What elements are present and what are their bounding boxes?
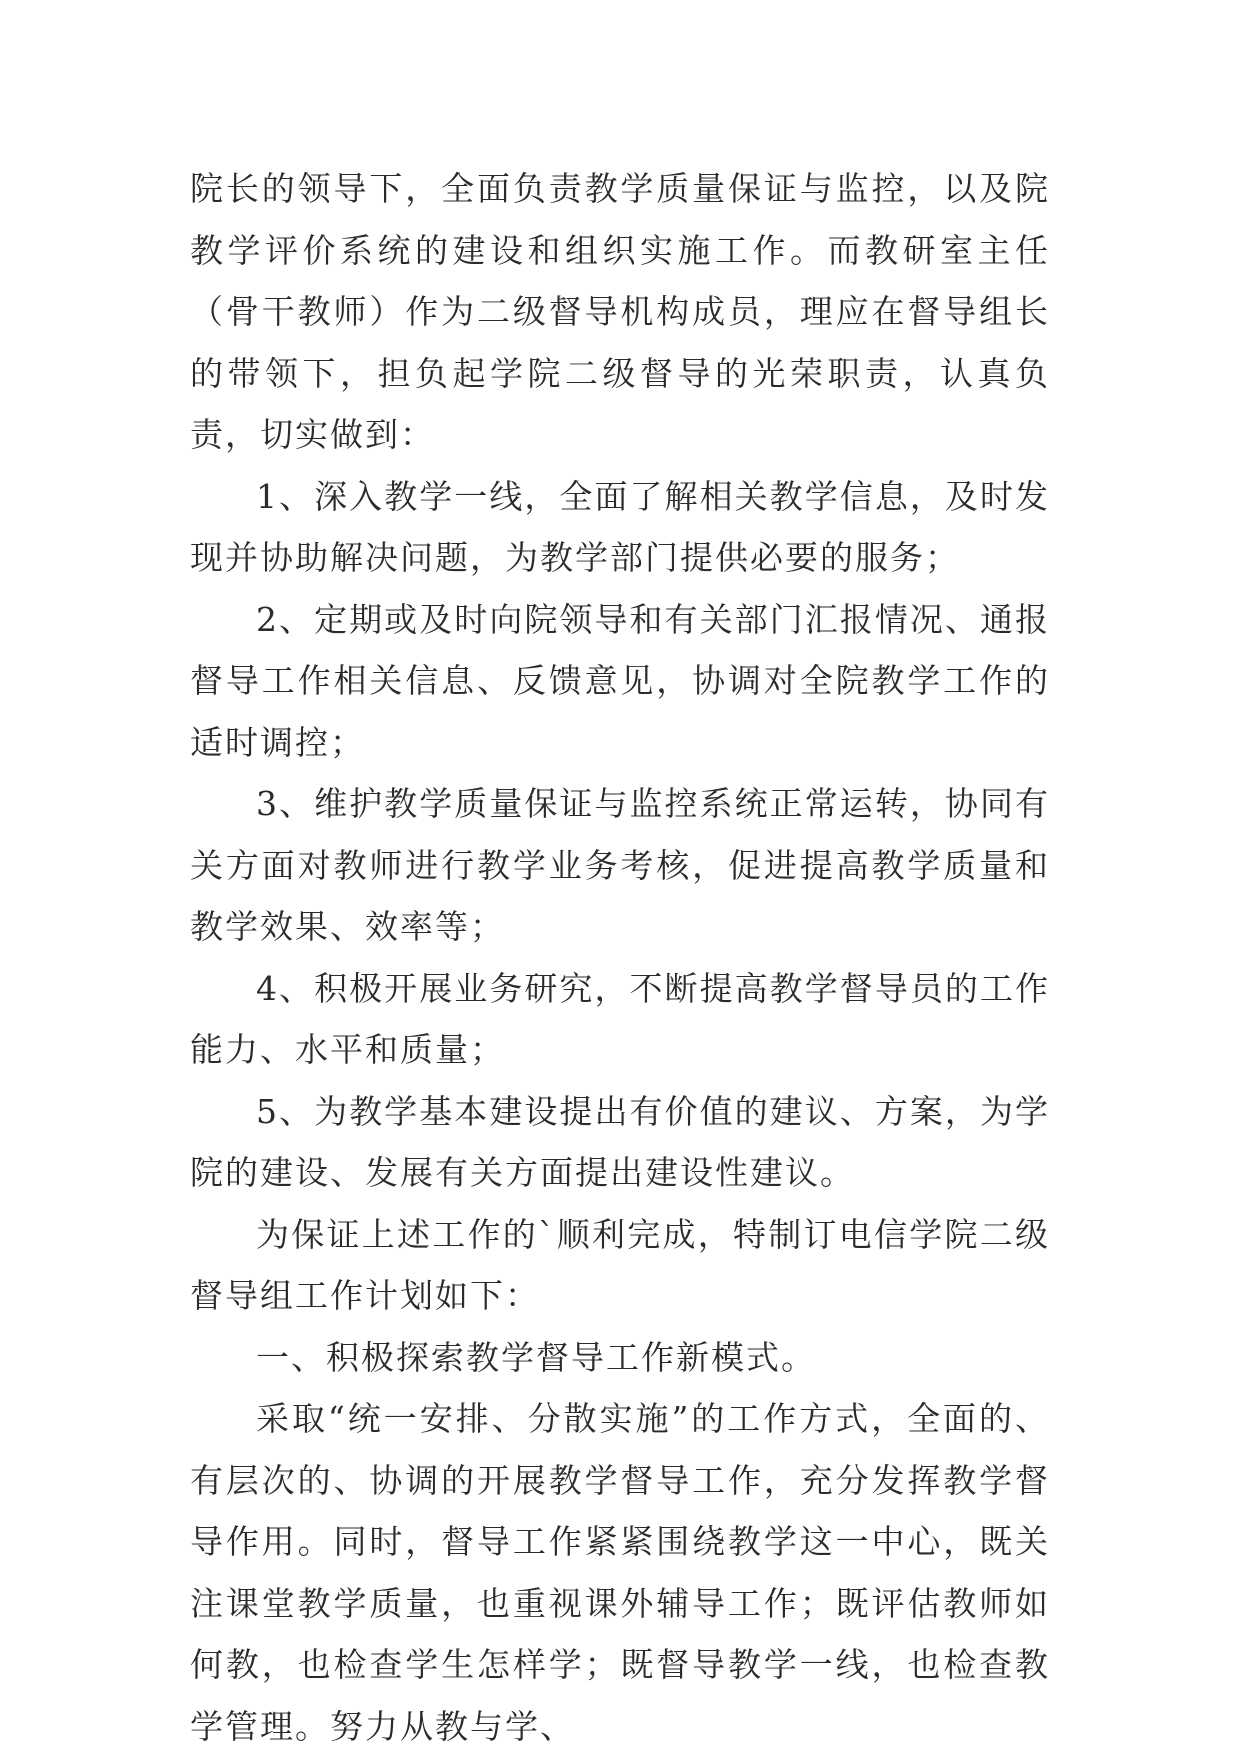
paragraph-item-1: 1、深入教学一线，全面了解相关教学信息，及时发现并协助解决问题，为教学部门提供必要的服务； bbox=[190, 476, 1050, 577]
paragraph-intro: 院长的领导下，全面负责教学质量保证与监控，以及院教学评价系统的建设和组织实施工作。而教研室主任（骨干教师）作为二级督导机构成员，理应在督导组长的带领下，担负起学院二级督导的光荣职责，认真负责，切实做到： bbox=[190, 169, 1050, 454]
paragraph-plan-intro: 为保证上述工作的`顺利完成，特制订电信学院二级督导组工作计划如下： bbox=[190, 1214, 1050, 1315]
paragraph-item-2: 2、定期或及时向院领导和有关部门汇报情况、通报督导工作相关信息、反馈意见，协调对全院教学工作的适时调控； bbox=[190, 599, 1050, 762]
document-body bbox=[190, 158, 1050, 1757]
section-heading-1: 一、积极探索教学督导工作新模式。 bbox=[256, 1337, 816, 1377]
paragraph-section-1-body: 采取“统一安排、分散实施”的工作方式，全面的、有层次的、协调的开展教学督导工作，充分发挥教学督导作用。同时，督导工作紧紧围绕教学这一中心，既关注课堂教学质量，也重视课外辅导工作；既评估教师如何教，也检查学生怎样学；既督导教学一线，也检查教学管理。努力从教与学、 bbox=[190, 1399, 1050, 1746]
paragraph-item-3: 3、维护教学质量保证与监控系统正常运转，协同有关方面对教师进行教学业务考核，促进提高教学质量和教学效果、效率等； bbox=[190, 784, 1050, 946]
paragraph-item-5: 5、为教学基本建设提出有价值的建议、方案，为学院的建设、发展有关方面提出建设性建议。 bbox=[190, 1091, 1050, 1192]
paragraph-item-4: 4、积极开展业务研究，不断提高教学督导员的工作能力、水平和质量； bbox=[190, 968, 1050, 1069]
